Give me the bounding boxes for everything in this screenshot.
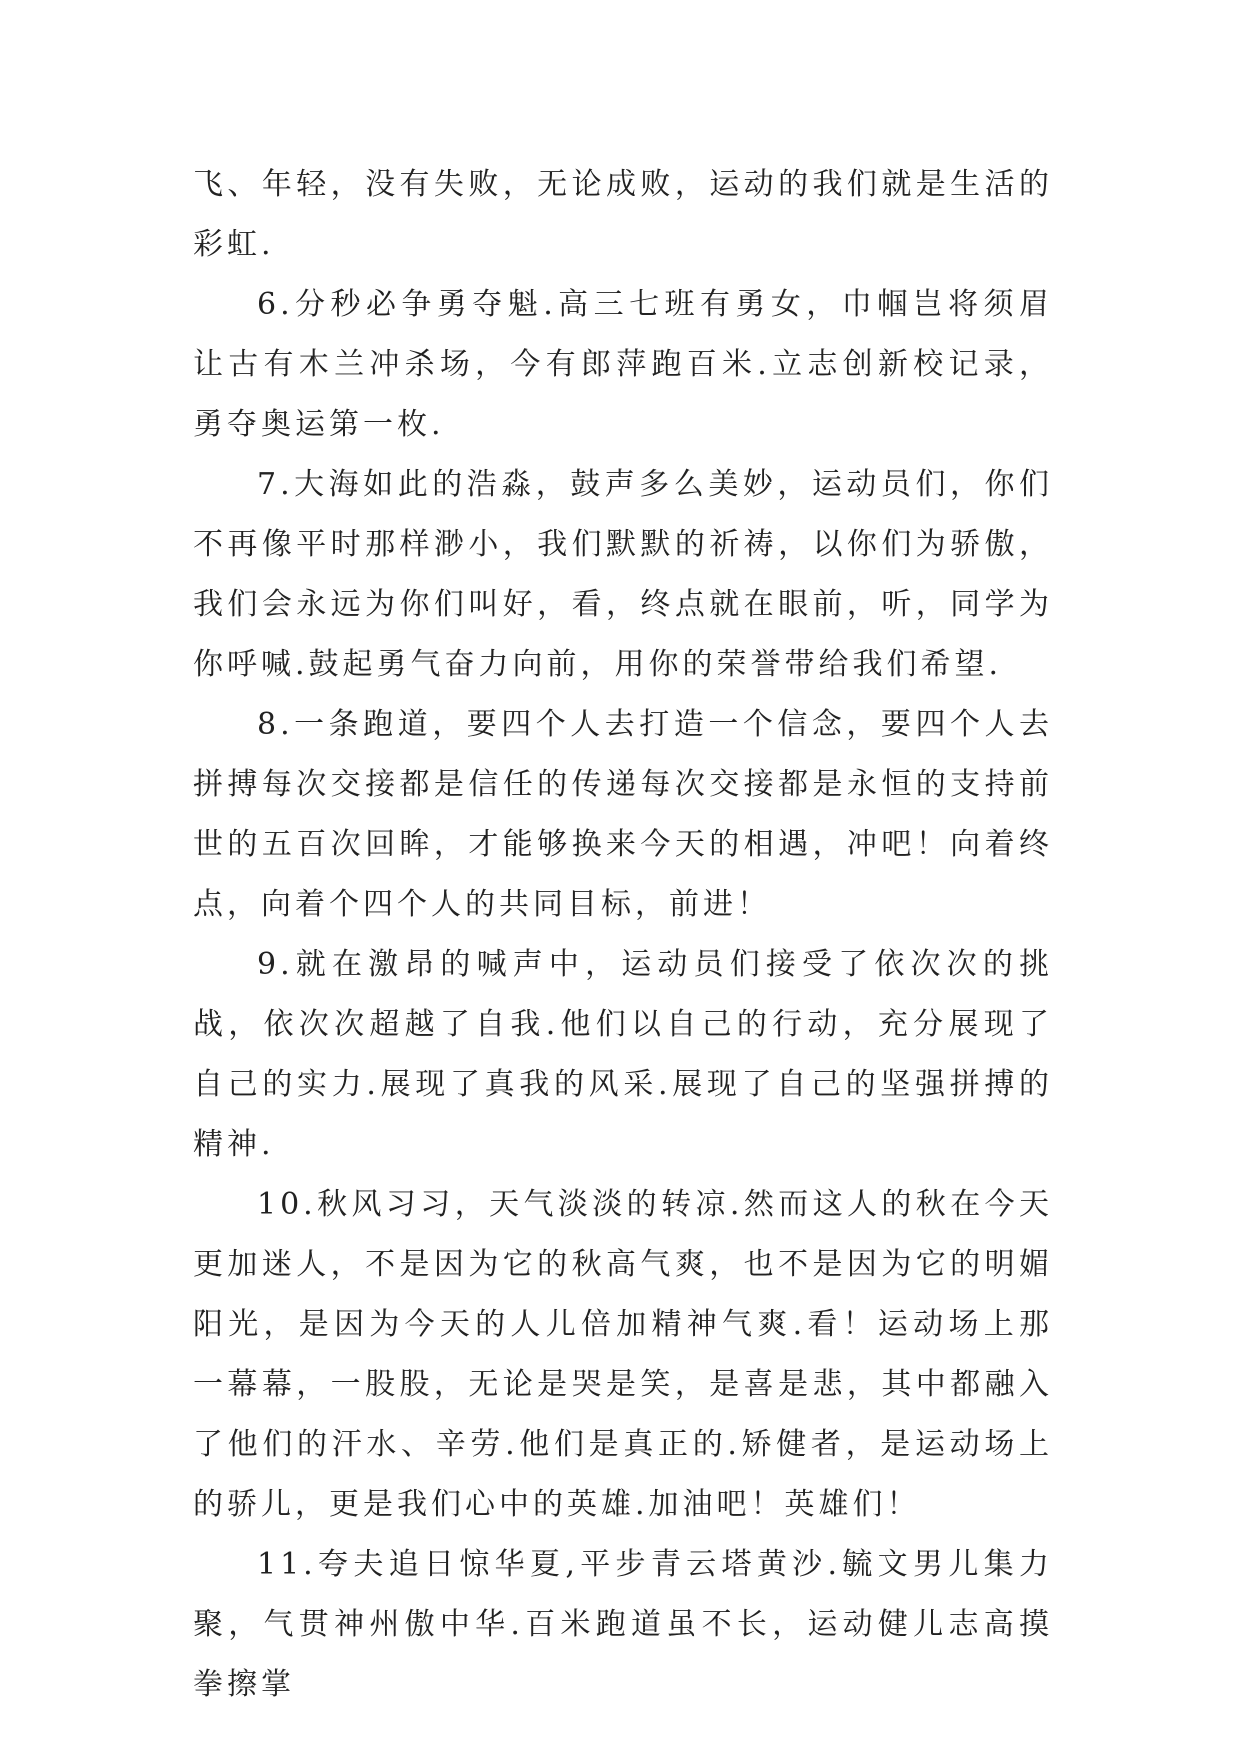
paragraph-continuation: 飞、年轻，没有失败，无论成败，运动的我们就是生活的彩虹. (193, 167, 1053, 262)
document-body (193, 155, 1053, 1715)
paragraph-item-6: 6.分秒必争勇夺魁.高三七班有勇女，巾帼岂将须眉让古有木兰冲杀场，今有郎萍跑百米.立志创新校记录，勇夺奥运第一枚. (193, 287, 1053, 442)
paragraph-item-7: 7.大海如此的浩淼，鼓声多么美妙，运动员们，你们不再像平时那样渺小，我们默默的祈祷，以你们为骄傲，我们会永远为你们叫好，看，终点就在眼前，听，同学为你呼喊.鼓起勇气奋力向前，用你的荣誉带给我们希望. (193, 467, 1053, 682)
paragraph-item-8: 8.一条跑道，要四个人去打造一个信念，要四个人去拼搏每次交接都是信任的传递每次交接都是永恒的支持前世的五百次回眸，才能够换来今天的相遇，冲吧！向着终点，向着个四个人的共同目标，前进！ (193, 707, 1053, 922)
paragraph-item-11: 11.夸夫追日惊华夏,平步青云塔黄沙.毓文男儿集力聚，气贯神州傲中华.百米跑道虽不长，运动健儿志高摸拳擦掌 (193, 1547, 1053, 1702)
paragraph-item-10: 10.秋风习习，天气淡淡的转凉.然而这人的秋在今天更加迷人，不是因为它的秋高气爽，也不是因为它的明媚阳光，是因为今天的人儿倍加精神气爽.看！运动场上那一幕幕，一股股，无论是哭是笑，是喜是悲，其中都融入了他们的汗水、辛劳.他们是真正的.矫健者，是运动场上的骄儿，更是我们心中的英雄.加油吧！英雄们！ (193, 1187, 1053, 1522)
paragraph-item-9: 9.就在激昂的喊声中，运动员们接受了依次次的挑战，依次次超越了自我.他们以自己的行动，充分展现了自己的实力.展现了真我的风采.展现了自己的坚强拼搏的精神. (193, 947, 1053, 1162)
